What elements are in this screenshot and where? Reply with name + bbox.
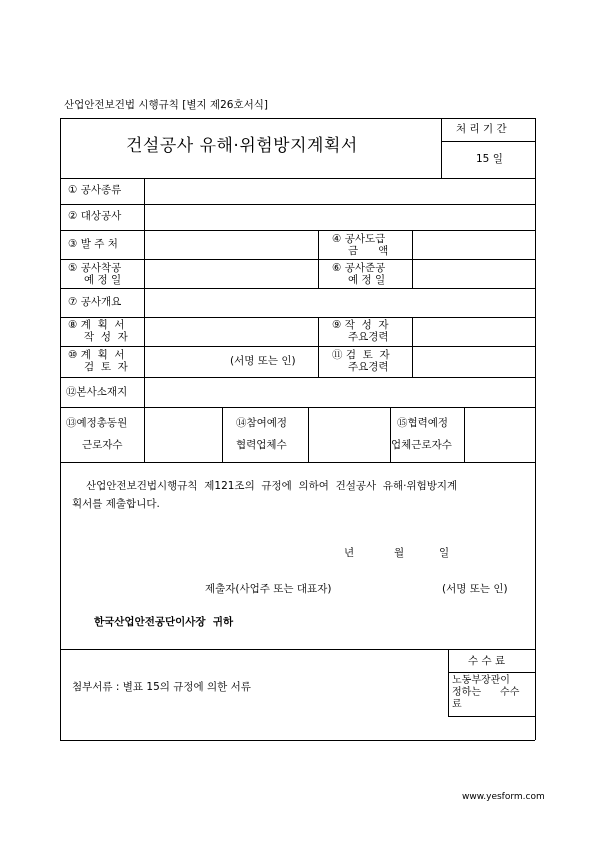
head-office-input[interactable] — [145, 378, 534, 406]
field-label-contract-amount-2: 금 액 — [348, 245, 389, 257]
field-label-start-date-2: 예 정 일 — [84, 274, 122, 286]
field-label-plan-reviewer: ⑩ 계 획 서 — [68, 349, 125, 361]
field-label-partner-count: ⑭참여예정 — [236, 417, 288, 429]
total-workers-input[interactable] — [145, 408, 221, 461]
field-label-contract-amount: ④ 공사도급 — [332, 233, 386, 245]
field-label-target-work: ② 대상공사 — [68, 210, 122, 222]
field-label-plan-author-2: 작 성 자 — [84, 331, 128, 343]
fee-box-bottom — [448, 716, 535, 717]
row-line — [60, 462, 535, 463]
field-label-total-workers-2: 근로자수 — [82, 439, 123, 451]
reviewer-career-input[interactable] — [413, 347, 534, 376]
client-input[interactable] — [145, 231, 317, 258]
start-date-input[interactable] — [145, 260, 317, 287]
field-label-completion-date-2: 예 정 일 — [348, 274, 386, 286]
form-reference-note: 산업안전보건법 시행규칙 [별지 제26호서식] — [64, 99, 268, 111]
submitter-label: 제출자(사업주 또는 대표자) — [205, 583, 332, 595]
fee-text-2: 정하는 수수 — [452, 687, 520, 698]
pair-divider — [318, 317, 319, 377]
processing-period-label: 처 리 기 간 — [456, 123, 507, 135]
contract-amount-input[interactable] — [413, 231, 534, 258]
work-type-input[interactable] — [145, 179, 534, 203]
row-line — [60, 649, 535, 650]
fee-text-1: 노동부장관이 — [452, 675, 510, 686]
overview-input[interactable] — [145, 289, 534, 316]
completion-date-input[interactable] — [413, 260, 534, 287]
partner-workers-input[interactable] — [465, 408, 534, 461]
submitter-name-input[interactable] — [362, 580, 432, 596]
processing-period-value: 15 일 — [476, 153, 503, 165]
reviewer-signature-hint: (서명 또는 인) — [230, 355, 296, 367]
field-label-partner-workers-2: 업체근로자수 — [391, 439, 452, 451]
title-divider — [441, 118, 442, 178]
pair-divider — [318, 230, 319, 288]
statement-line-1: 산업안전보건법시행규칙 제121조의 규정에 의하여 건설공사 유해·위험방지계 — [86, 480, 458, 492]
field-label-work-type: ① 공사종류 — [68, 184, 122, 196]
field-label-author-career: ⑨ 작 성 자 — [332, 319, 389, 331]
date-year-label: 년 — [344, 547, 355, 559]
field-label-completion-date: ⑥ 공사준공 — [332, 262, 386, 274]
field-label-plan-author: ⑧ 계 획 서 — [68, 319, 125, 331]
partner-count-input[interactable] — [309, 408, 389, 461]
fee-label: 수 수 료 — [468, 655, 506, 667]
fee-text-3: 료 — [452, 699, 462, 710]
field-label-head-office: ⑫본사소재지 — [66, 386, 128, 398]
date-day-label: 일 — [439, 547, 450, 559]
date-month-label: 월 — [394, 547, 405, 559]
field-label-total-workers: ⑬예정총동원 — [66, 417, 128, 429]
form-border-right — [535, 118, 536, 740]
submitter-signature-hint: (서명 또는 인) — [442, 583, 508, 595]
fee-box-divider — [448, 672, 535, 673]
field-label-plan-reviewer-2: 검 토 자 — [84, 361, 128, 373]
field-label-client: ③ 발 주 처 — [68, 238, 118, 250]
form-title: 건설공사 유해·위험방지계획서 — [126, 136, 358, 156]
field-label-start-date: ⑤ 공사착공 — [68, 262, 122, 274]
field-label-partner-count-2: 협력업체수 — [236, 439, 287, 451]
fee-box-left — [448, 649, 449, 716]
footer-url: www.yesform.com — [462, 792, 545, 802]
worker-row-divider — [222, 407, 223, 462]
field-label-reviewer-career: ⑪ 검 토 자 — [332, 349, 390, 361]
field-label-author-career-2: 주요경력 — [348, 331, 389, 343]
attachment-note: 첨부서류 : 별표 15의 규정에 의한 서류 — [72, 681, 251, 693]
form-border-top — [60, 118, 535, 119]
plan-author-input[interactable] — [145, 318, 317, 345]
processing-divider — [441, 141, 535, 142]
field-label-partner-workers: ⑮협력예정 — [397, 417, 449, 429]
worker-row-divider — [390, 407, 391, 462]
form-border-bottom — [60, 740, 535, 741]
target-work-input[interactable] — [145, 205, 534, 229]
field-label-reviewer-career-2: 주요경력 — [348, 361, 389, 373]
recipient-label: 한국산업안전공단이사장 귀하 — [94, 616, 234, 628]
form-border-left — [60, 118, 61, 740]
field-label-overview: ⑦ 공사개요 — [68, 296, 122, 308]
statement-line-2: 획서를 제출합니다. — [72, 498, 160, 510]
author-career-input[interactable] — [413, 318, 534, 345]
